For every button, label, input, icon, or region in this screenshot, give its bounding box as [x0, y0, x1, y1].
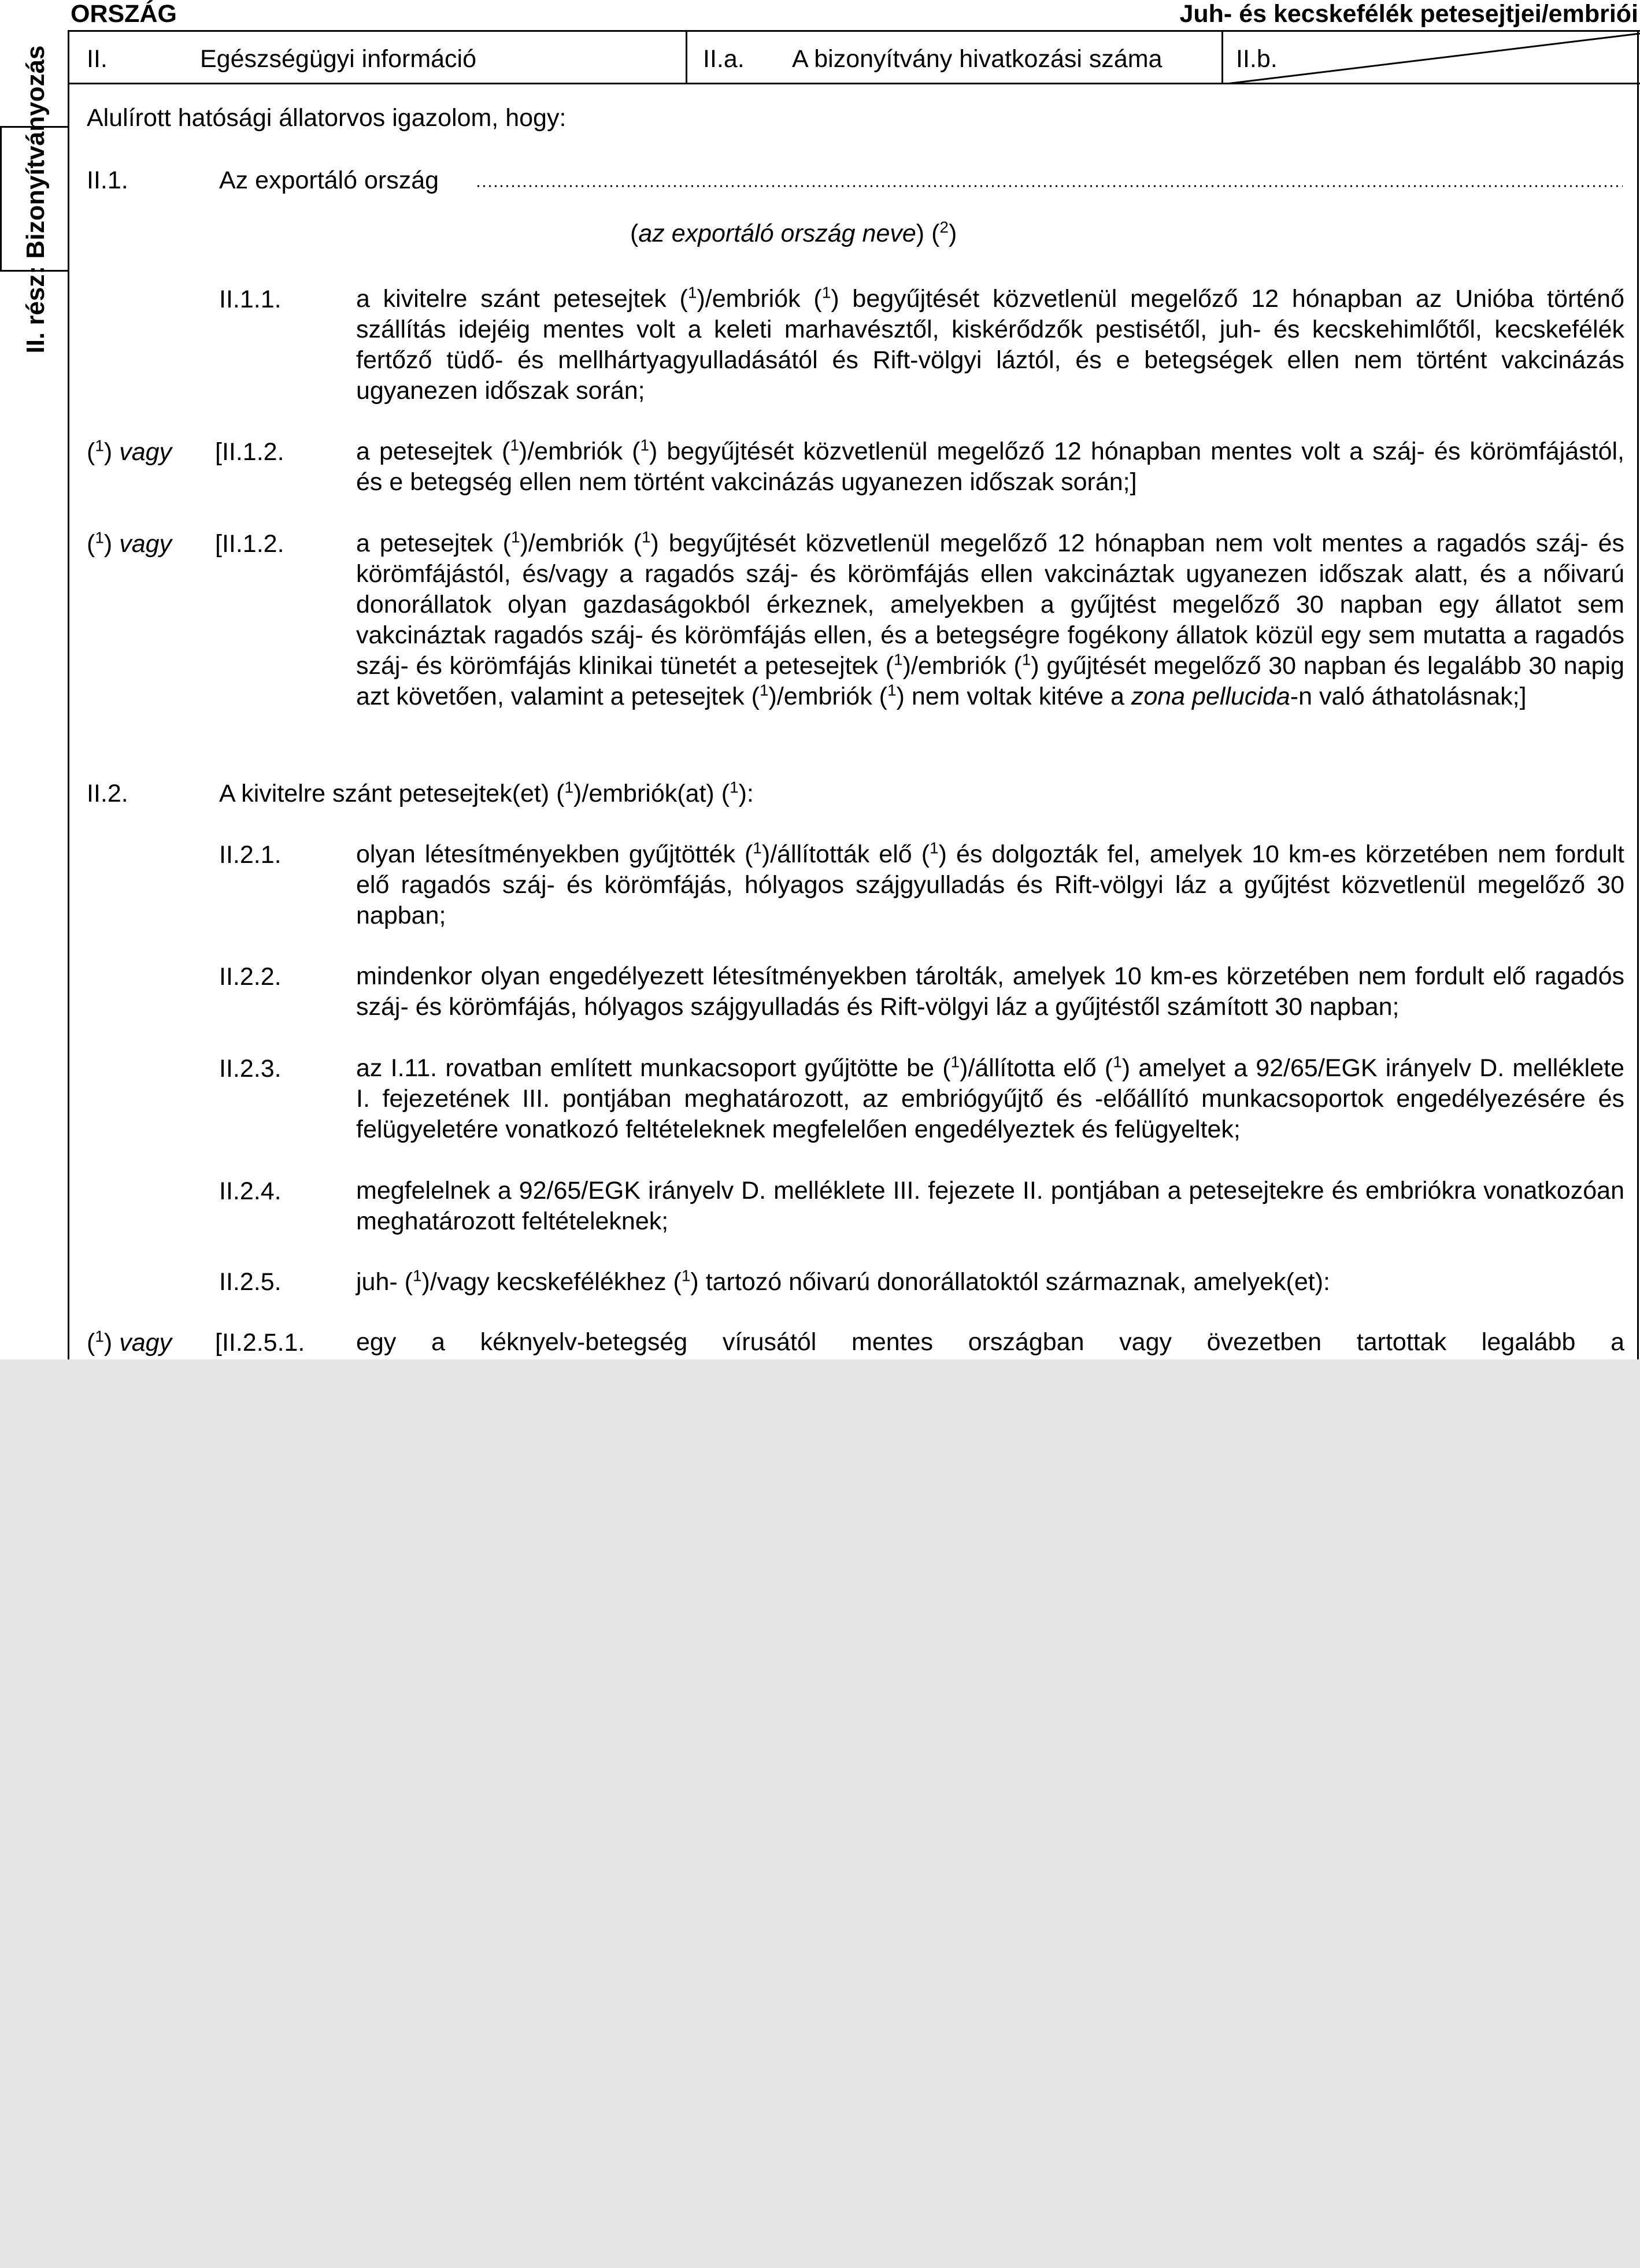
reference-field-b: II.b. — [1236, 45, 1278, 73]
clause-text: megfelelnek a 92/65/EGK irányelv D. melléklete III. fejezete II. pontjában a petesejtekre és embriókra vonatkozóan meghatározott feltételeknek; — [356, 1177, 1624, 1235]
clause-text: mindenkor olyan engedélyezett létesítményekben tárolták, amelyek 10 km-es körzetében nem fordult elő ragadós száj- és körömfájás, hólyagos szájgyulladás és Rift-völgyi láz a gyűjtéstől számított 30 napban; — [356, 962, 1624, 1021]
section-number: II. — [87, 45, 108, 73]
item-number: II.2.4. — [219, 1177, 282, 1205]
reference-field-number: II.a. — [703, 45, 745, 73]
country-label: ORSZÁG — [71, 0, 177, 28]
intro-text: Alulírott hatósági állatorvos igazolom, hogy: — [87, 104, 567, 132]
diagonal-rule — [1221, 30, 1640, 84]
item-number: [II.1.2. — [215, 530, 284, 558]
side-label-text: II. rész: Bizonyítványozás — [21, 45, 50, 354]
item-number: II.2.1. — [219, 841, 282, 869]
item-number: II.2.3. — [219, 1055, 282, 1083]
item-number: II.2.5. — [219, 1268, 282, 1296]
item-number: II.1. — [87, 166, 128, 194]
option-marker: ($^1$) vagy — [87, 1327, 172, 1357]
item-number: II.2.2. — [219, 963, 282, 991]
section-lead-text: A kivitelre szánt petesejtek(et) ($^1$)/embriók(at) ($^1$): — [219, 778, 754, 807]
section-title: Egészségügyi információ — [200, 45, 477, 73]
clause-text: a petesejtek ($^1$)/embriók ($^1$) begyűjtését közvetlenül megelőző 12 hónapban nem volt mentes a ragadós száj- és körömfájástól, és/vagy a ragadós száj- és körömfájás ellen vakcináztak ugyanezen időszak alatt, és a nőivarú donorállatok olyan gazdaságokból érkeznek, amelyekben a gyűjtést megelőző 30 napban egy állatot sem vakcináztak ragadós száj- és körömfájás ellen, és a betegségre fogékony állatok közül egy sem mutatta a ragadós száj- és körömfájás klinikai tünetét a petesejtek ($^1$)/embriók ($^1$) gyűjtését megelőző 30 napban és legalább 30 napig azt követően, valamint a petesejtek ($^1$)/embriók ($^1$) nem voltak kitéve a zona pellucida-n való áthatolásnak;] — [356, 528, 1625, 710]
exporting-country-caption: (az exportáló ország neve) ($^2$) — [630, 218, 957, 247]
option-marker: ($^1$) vagy — [87, 528, 172, 558]
exporting-country-label: Az exportáló ország — [219, 166, 439, 194]
certificate-title: Juh- és kecskefélék petesejtjei/embriói — [1179, 0, 1638, 28]
right-border — [1637, 30, 1639, 1359]
side-label — [3, 45, 68, 354]
item-number: II.1.1. — [219, 286, 282, 313]
option-marker: ($^1$) vagy — [87, 436, 172, 466]
left-border — [68, 30, 69, 1359]
item-number: II.2. — [87, 780, 128, 807]
reference-field-title: A bizonyítvány hivatkozási száma — [792, 45, 1163, 73]
item-number: [II.2.5.1. — [215, 1329, 305, 1357]
exporting-country-field[interactable] — [476, 184, 1624, 188]
clause-text: egy a kéknyelv-betegség vírusától mentes országban vagy övezetben tartottak legalább a — [356, 1328, 1624, 1356]
clause-text: az I.11. rovatban említett munkacsoport gyűjtötte be ($^1$)/állította elő ($^1$) amelyet a 92/65/EGK irányelv D. melléklete I. fejezetének III. pontjában meghatározott, az embriógyűjtő és -előállító munkacsoportok engedélyezésére és felügyeletére vonatkozó feltételeknek megfelelően engedélyeztek és felügyeltek; — [356, 1053, 1625, 1143]
clause-text: a kivitelre szánt petesejtek ($^1$)/embriók ($^1$) begyűjtését közvetlenül megelőző 12 hónapban az Unióba történő szállítás idejéig mentes volt a keleti marhavésztől, kiskérődzők pestisétől, juh- és kecskehimlőtől, kecskefélék fertőző tüdő- és mellhártyagyulladásától és Rift-völgyi láztól, és e betegségek ellen nem történt vakcinázás ugyanezen időszak során; — [356, 283, 1624, 405]
clause-text: a petesejtek ($^1$)/embriók ($^1$) begyűjtését közvetlenül megelőző 12 hónapban mentes volt a száj- és körömfájástól, és e betegség ellen nem történt vakcinázás ugyanezen időszak során;] — [356, 436, 1624, 496]
item-number: [II.1.2. — [215, 438, 284, 466]
clause-text: olyan létesítményekben gyűjtötték ($^1$)/állították elő ($^1$) és dolgozták fel, amelyek 10 km-es körzetében nem fordult elő ragadós száj- és körömfájás, hólyagos szájgyulladás és Rift-völgyi láz a gyűjtést közvetlenül megelőző 30 napban; — [356, 839, 1624, 929]
clause-text: juh- ($^1$)/vagy kecskefélékhez ($^1$) tartozó nőivarú donorállatoktól származnak, amelyek(et): — [356, 1266, 1330, 1296]
